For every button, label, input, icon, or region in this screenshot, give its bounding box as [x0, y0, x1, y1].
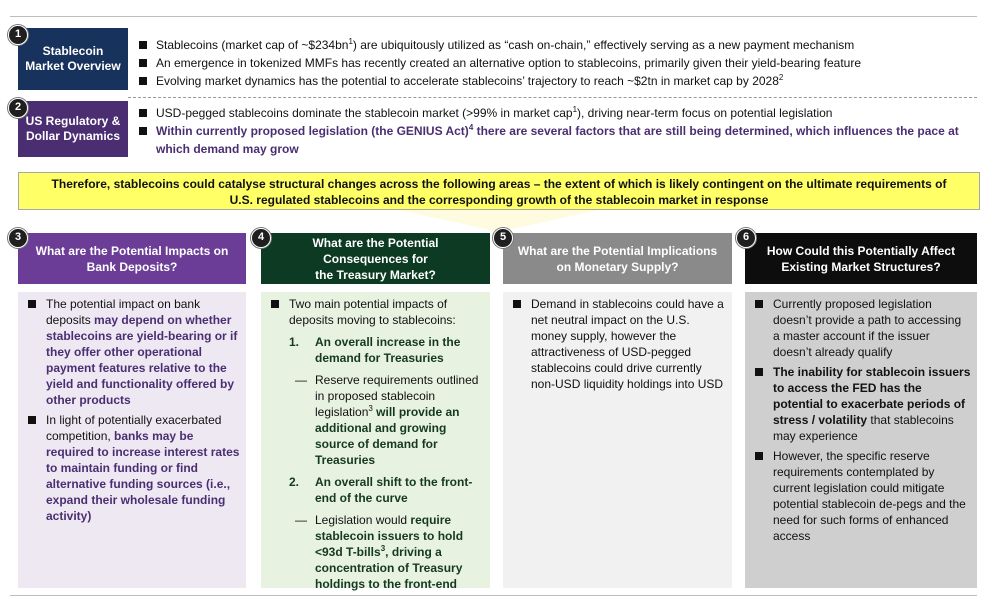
sub-item: — Reserve requirements outlined in proposed stablecoin legislation$^3$ will provide an additional and growing source of demand for Treasuries [295, 373, 479, 467]
section-number-badge: 1 [8, 25, 28, 45]
section-number-badge: 5 [493, 228, 513, 248]
bullet-item: An emergence in tokenized MMFs has recently created an alternative option to stablecoins, primarily given their yield-bearing feature [138, 54, 988, 72]
bullet-item: USD-pegged stablecoins dominate the stablecoin market (>99% in market cap$^1$), driving near-term focus on potential legislation [138, 104, 988, 122]
section-title-stablecoin-market-overview: Stablecoin Market Overview [18, 28, 128, 90]
section-number-badge: 2 [8, 98, 28, 118]
column-body-bank-deposits [18, 292, 246, 588]
column-header-bank-deposits: What are the Potential Impacts on Bank Deposits? [18, 233, 246, 284]
bullet-item: Currently proposed legislation doesn’t provide a path to accessing a master account if the issuer doesn’t already qualify [755, 296, 971, 360]
bullet-item: Evolving market dynamics has the potential to accelerate stablecoins’ trajectory to reach ~$2tn in market cap by 2028$^2$ [138, 72, 988, 90]
bullet-item: Demand in stablecoins could have a net neutral impact on the U.S. money supply, however the attractiveness of USD-pegged stablecoins could drive currently non-USD liquidity holdings into USD [513, 296, 726, 392]
section-number-badge: 3 [8, 228, 28, 248]
section2-bullet-list [138, 104, 988, 158]
bottom-rule [10, 595, 977, 596]
column-header-treasury-market: What are the Potential Consequences for the Treasury Market? [261, 233, 490, 284]
bullet-item: Two main potential impacts of deposits moving to stablecoins: [271, 296, 484, 328]
bullet-item: Stablecoins (market cap of $\sim\$234bn^1$) are ubiquitously utilized as “cash on-chain,” effectively serving as a new payment mechanism [138, 36, 988, 54]
column-header-market-structures: How Could this Potentially Affect Existing Market Structures? [745, 233, 977, 284]
numbered-item: 1. An overall increase in the demand for Treasuries [289, 335, 461, 365]
section-number-badge: 4 [251, 228, 271, 248]
numbered-item: 2. An overall shift to the front-end of the curve [289, 475, 473, 505]
column-body-treasury-market [261, 292, 490, 591]
column-header-monetary-supply: What are the Potential Implications on Monetary Supply? [503, 233, 732, 284]
section-number-badge: 6 [736, 228, 756, 248]
top-rule [10, 16, 977, 17]
bullet-item: The potential impact on bank deposits may depend on whether stablecoins are yield-bearing or if they offer other operational payment features relative to the yield and functionality offered by other products [28, 296, 240, 408]
section1-bullet-list [138, 36, 988, 90]
bullet-item: In light of potentially exacerbated competition, banks may be required to increase interest rates to maintain funding or find alternative funding sources (i.e., expand their wholesale funding activity) [28, 412, 240, 524]
column-body-market-structures [745, 292, 977, 588]
section-title-us-regulatory: US Regulatory & Dollar Dynamics [18, 101, 128, 157]
bullet-item: However, the specific reserve requirements contemplated by current legislation could mitigate potential stablecoin de-pegs and the need for such forms of enhanced access [755, 448, 971, 544]
bullet-item: Within currently proposed legislation (the GENIUS Act)$^4$ there are several factors that are still being determined, which influences the pace at which demand may grow [138, 122, 988, 158]
column-body-monetary-supply [503, 292, 732, 588]
bullet-item: The inability for stablecoin issuers to access the FED has the potential to exacerbate periods of stress / volatility that stablecoins may experience [755, 364, 971, 444]
callout-banner: Therefore, stablecoins could catalyse structural changes across the following areas – the extent of which is likely contingent on the ultimate requirements of U.S. regulated stablecoins and the corresponding growth of the stablecoin market in response [18, 172, 980, 210]
sub-item: — Legislation would require stablecoin issuers to hold <93d T-bills$^3$, driving a concentration of Treasury holdings to the front-end [295, 513, 464, 591]
section-divider [128, 97, 977, 98]
